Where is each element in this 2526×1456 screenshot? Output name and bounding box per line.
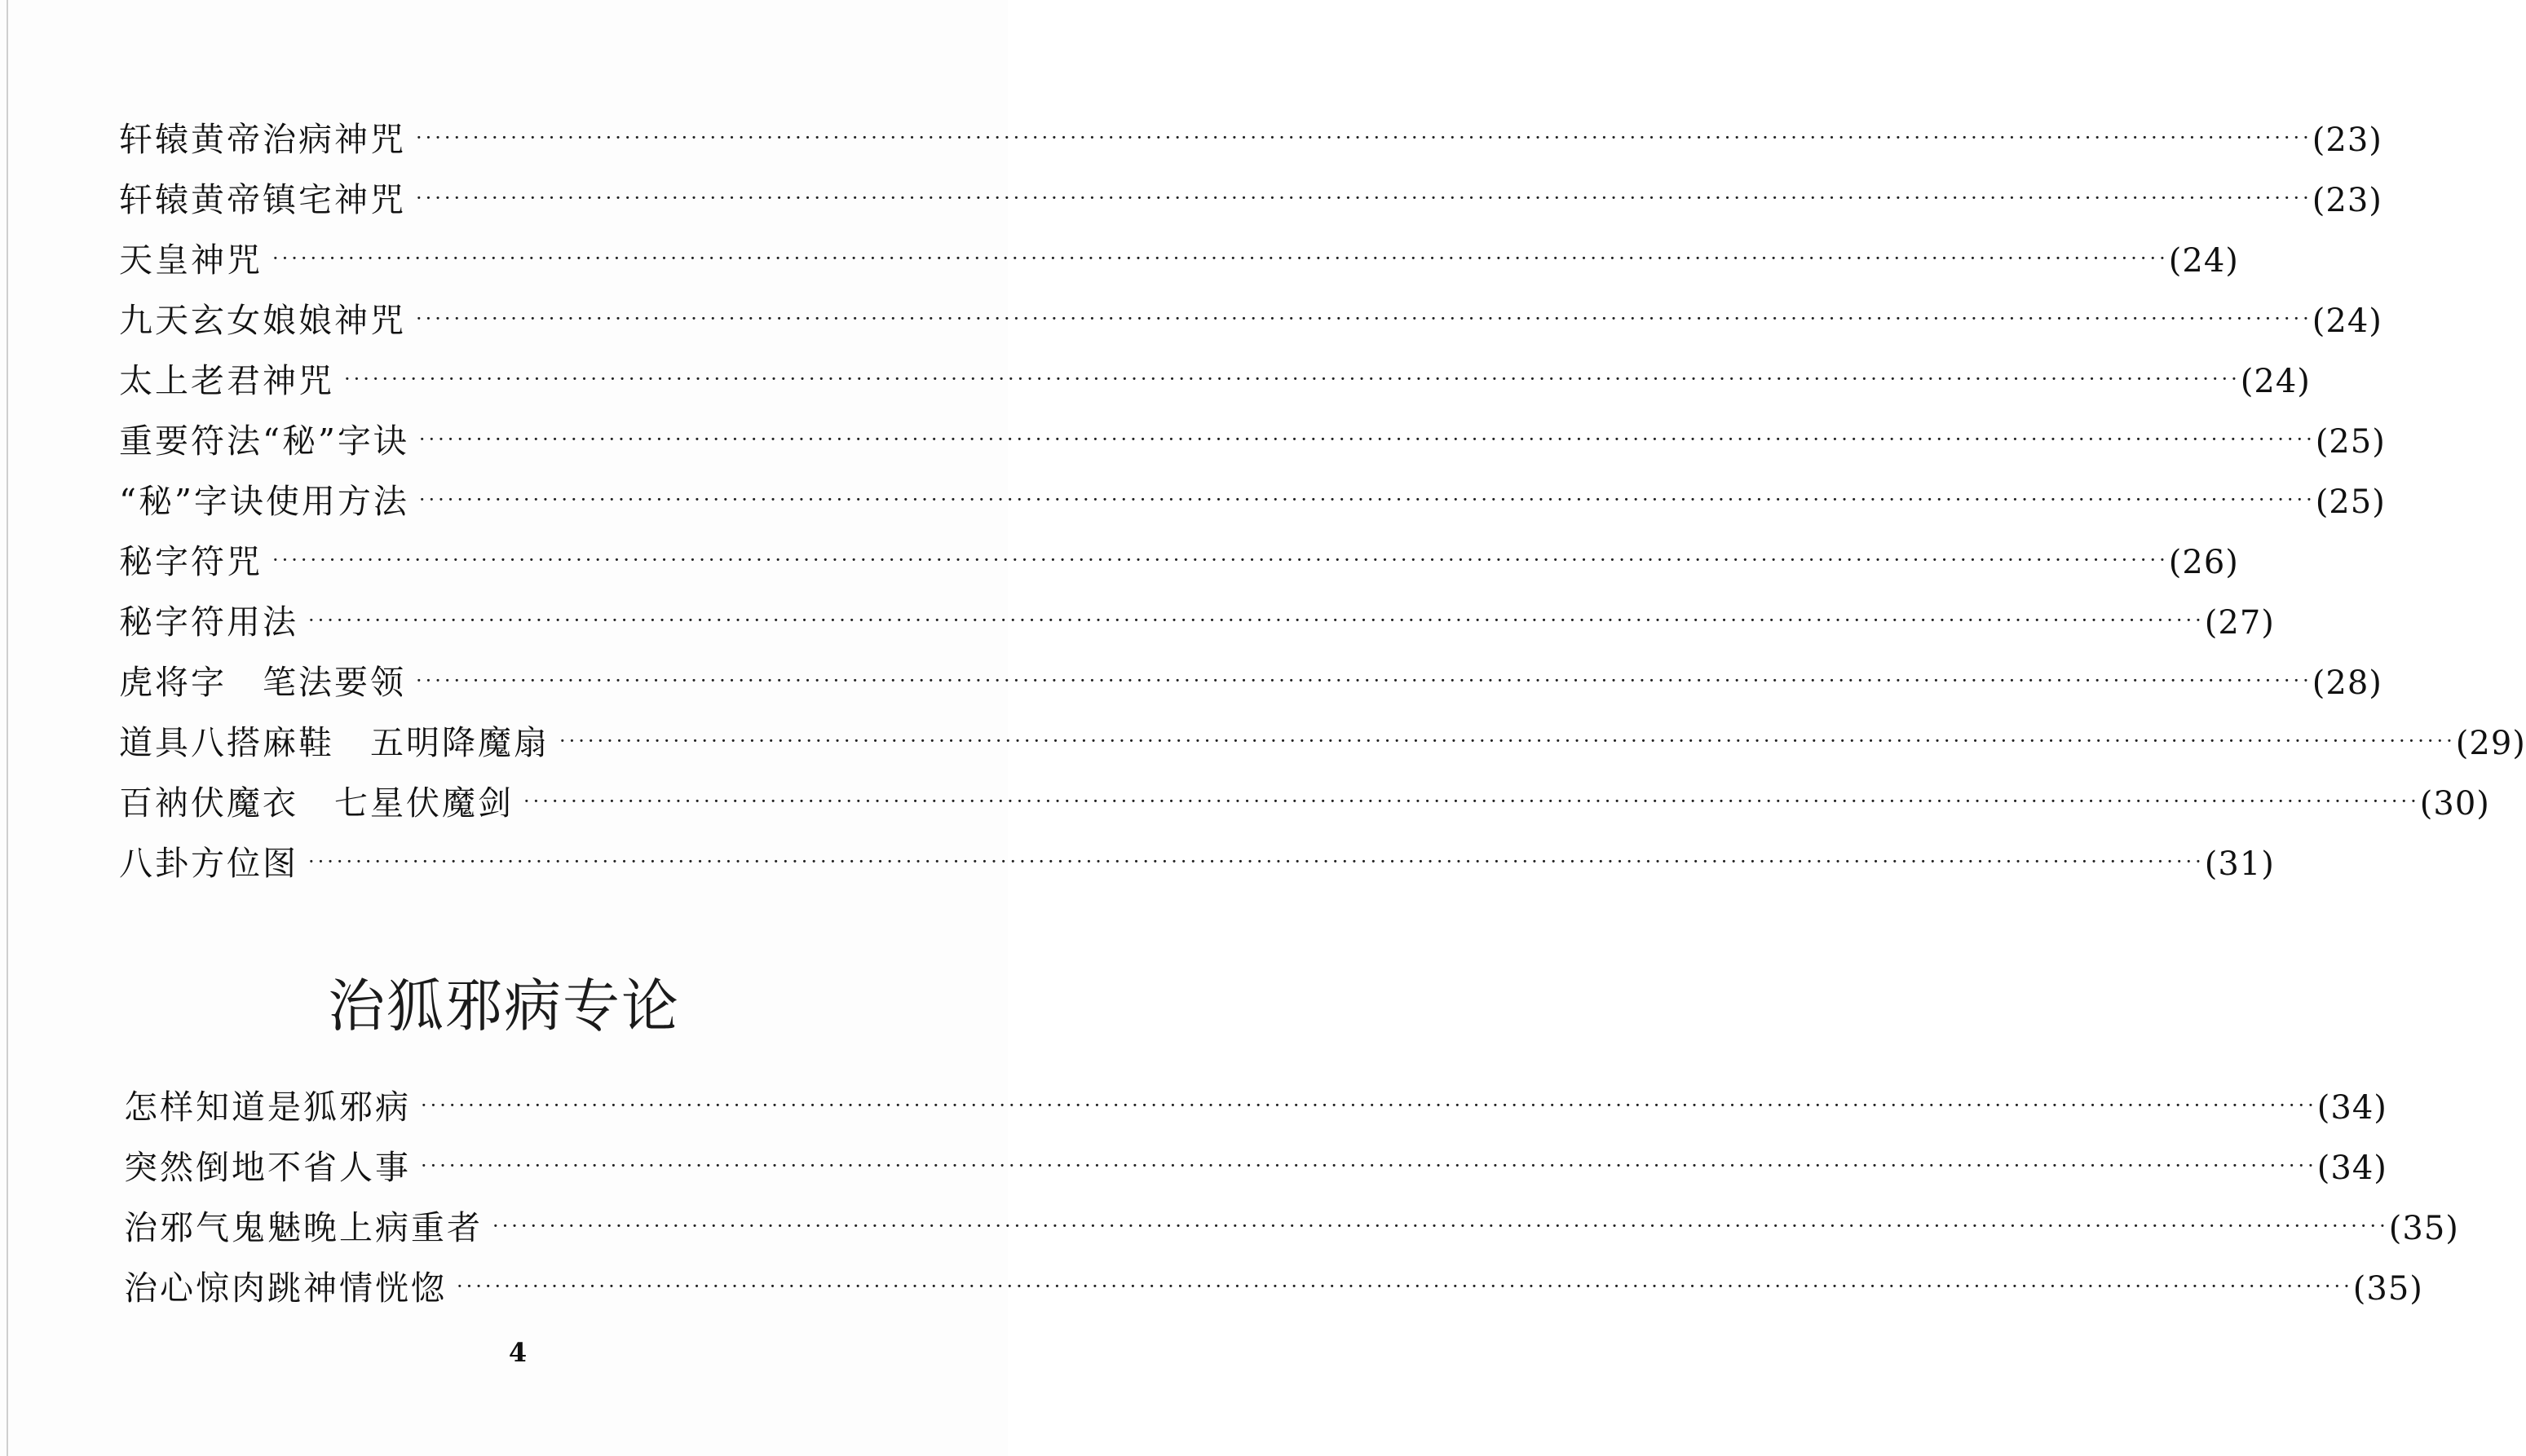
section-heading: 治狐邪病专论 [328,973,680,1039]
scan-edge-line [7,0,8,1456]
toc-entry [119,173,2382,233]
toc-entry-title: “秘”字诀使用方法 [119,482,409,521]
toc-entry [124,1261,2423,1321]
dot-leader: ········································································································································································································ [457,1275,2353,1298]
page-number: 4 [508,1337,528,1368]
toc-entry-page: (24) [2168,242,2239,280]
toc-entry-title: 重要符法“秘”字诀 [119,421,409,461]
toc-entry-page: (26) [2168,544,2239,581]
toc-entry-title: 治心惊肉跳神情恍惚 [124,1268,447,1308]
toc-entry-title: 治邪气鬼魅晚上病重者 [124,1208,483,1247]
toc-entry-title: 八卦方位图 [119,844,298,883]
toc-list-top [119,113,2526,897]
toc-entry-page: (23) [2312,182,2382,219]
toc-entry [119,655,2382,716]
dot-leader: ········································································································································································································ [272,247,2169,270]
toc-entry-title: 百衲伏魔衣 七星伏魔剑 [119,783,514,823]
dot-leader: ········································································································································································································ [418,488,2316,511]
toc-entry [119,233,2239,293]
dot-leader: ········································································································································································································ [492,1215,2389,1238]
toc-entry-page: (27) [2204,604,2275,642]
dot-leader: ········································································································································································································ [416,126,2312,149]
toc-entry [119,354,2311,414]
dot-leader: ········································································································································································································ [421,1094,2317,1117]
toc-entry-page: (34) [2316,1149,2387,1187]
toc-entry [119,113,2382,173]
toc-entry-page: (35) [2352,1270,2423,1308]
dot-leader: ········································································································································································································ [421,1154,2317,1177]
toc-entry-title: 秘字符用法 [119,602,298,642]
toc-entry [119,414,2386,474]
toc-entry-page: (28) [2312,664,2382,702]
dot-leader: ········································································································································································································ [344,368,2241,390]
toc-entry-page: (31) [2204,845,2275,883]
toc-entry-title: 怎样知道是狐邪病 [124,1088,411,1127]
toc-entry-title: 道具八搭麻鞋 五明降魔扇 [119,723,550,762]
toc-entry-title: 突然倒地不省人事 [124,1148,411,1187]
toc-entry [119,474,2386,535]
toc-entry-title: 秘字符咒 [119,542,263,581]
toc-entry-page: (25) [2315,483,2386,521]
toc-entry [119,716,2526,776]
toc-entry-title: 九天玄女娘娘神咒 [119,301,406,340]
toc-entry-page: (34) [2316,1089,2387,1127]
toc-entry-title: 太上老君神咒 [119,361,334,400]
toc-entry-page: (30) [2419,785,2490,823]
toc-entry [119,535,2239,595]
toc-entry-page: (23) [2312,121,2382,159]
toc-entry [119,776,2490,836]
dot-leader: ········································································································································································································ [308,609,2205,632]
toc-entry-title: 天皇神咒 [119,240,263,280]
toc-entry [119,595,2275,655]
toc-list-bottom [124,1080,2459,1321]
toc-entry [124,1201,2459,1261]
toc-entry [119,293,2382,354]
dot-leader: ········································································································································································································ [559,730,2456,752]
toc-entry-title: 轩辕黄帝镇宅神咒 [119,180,406,219]
toc-entry-page: (24) [2312,302,2382,340]
toc-entry-page: (25) [2315,423,2386,461]
toc-entry [124,1141,2387,1201]
dot-leader: ········································································································································································································ [272,549,2169,571]
toc-entry [119,836,2275,897]
toc-entry-page: (29) [2455,725,2526,762]
dot-leader: ········································································································································································································ [308,850,2205,873]
toc-entry [124,1080,2387,1141]
toc-entry-page: (24) [2240,363,2311,400]
dot-leader: ········································································································································································································ [416,669,2312,692]
toc-entry-title: 虎将字 笔法要领 [119,663,406,702]
dot-leader: ········································································································································································································ [418,428,2316,451]
toc-entry-page: (35) [2388,1210,2459,1247]
dot-leader: ········································································································································································································ [523,790,2420,813]
dot-leader: ········································································································································································································ [416,187,2312,210]
dot-leader: ········································································································································································································ [416,307,2312,330]
toc-entry-title: 轩辕黄帝治病神咒 [119,120,406,159]
